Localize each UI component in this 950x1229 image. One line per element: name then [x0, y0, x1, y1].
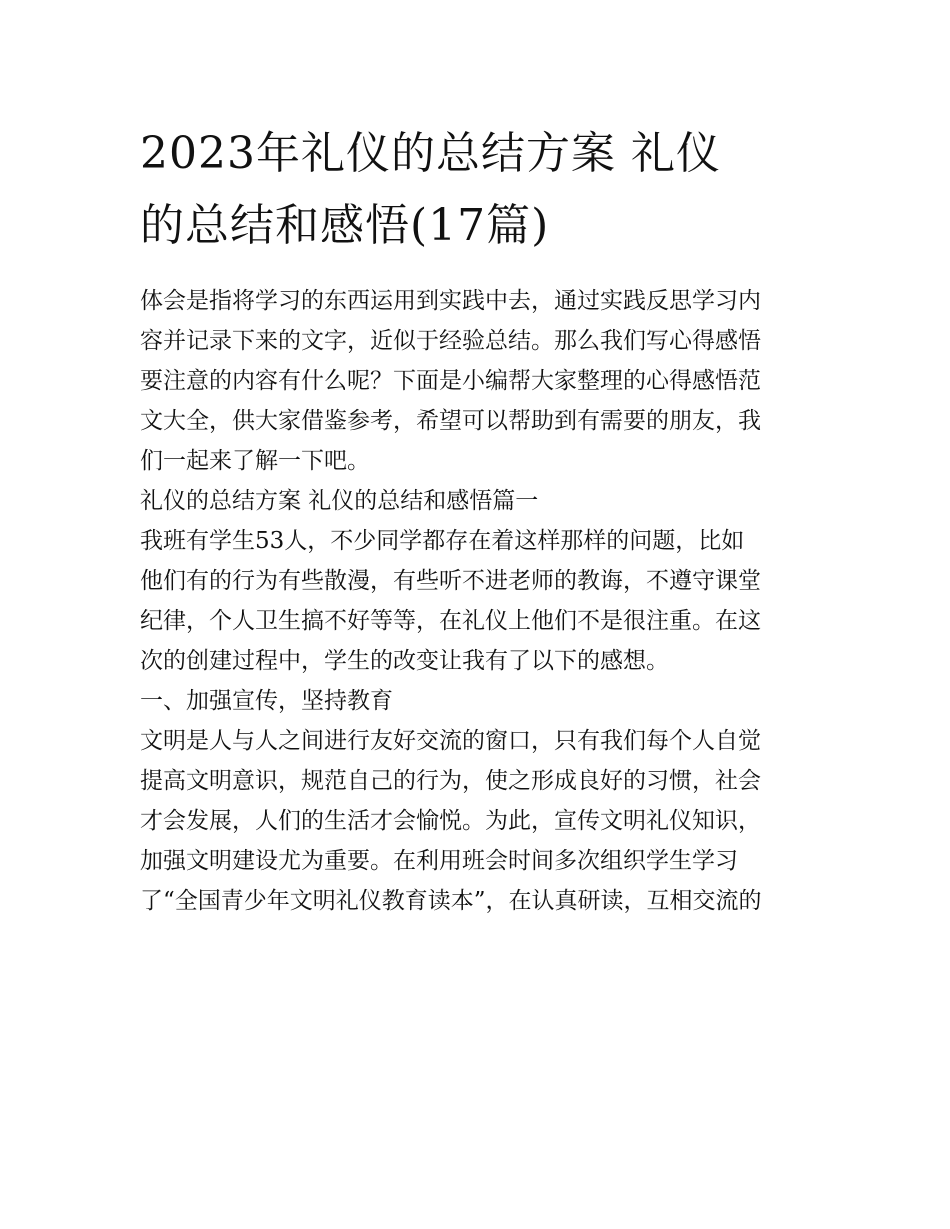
intro-line: 体会是指将学习的东西运用到实践中去，通过实践反思学习内	[140, 288, 761, 314]
paragraph-line: 了“全国青少年文明礼仪教育读本”，在认真研读，互相交流的	[140, 888, 762, 914]
intro-line: 要注意的内容有什么呢？下面是小编帮大家整理的心得感悟范	[140, 368, 761, 394]
paragraph-line: 他们有的行为有些散漫，有些听不进老师的教诲，不遵守课堂	[140, 568, 761, 594]
intro-line: 文大全，供大家借鉴参考，希望可以帮助到有需要的朋友，我	[140, 408, 761, 434]
paragraph-line: 文明是人与人之间进行友好交流的窗口，只有我们每个人自觉	[140, 728, 761, 754]
paragraph-line: 纪律，个人卫生搞不好等等，在礼仪上他们不是很注重。在这	[140, 608, 761, 634]
paragraph-1	[140, 521, 820, 681]
title-line-2: 的总结和感悟(17篇)	[140, 200, 550, 251]
document-body	[140, 281, 820, 921]
paragraph-line: 提高文明意识，规范自己的行为，使之形成良好的习惯，社会	[140, 768, 761, 794]
section-heading: 礼仪的总结方案 礼仪的总结和感悟篇一	[140, 488, 539, 514]
paragraph-line: 加强文明建设尤为重要。在利用班会时间多次组织学生学习	[140, 848, 738, 874]
intro-paragraph	[140, 281, 820, 481]
intro-line: 容并记录下来的文字，近似于经验总结。那么我们写心得感悟	[140, 328, 761, 354]
paragraph-line: 我班有学生53人，不少同学都存在着这样那样的问题，比如	[140, 528, 745, 554]
title-line-1: 2023年礼仪的总结方案 礼仪	[140, 128, 721, 179]
intro-line: 们一起来了解一下吧。	[140, 448, 370, 474]
subheading: 一、加强宣传，坚持教育	[140, 688, 393, 714]
document-title	[140, 118, 820, 262]
paragraph-line: 次的创建过程中，学生的改变让我有了以下的感想。	[140, 648, 669, 674]
paragraph-line: 才会发展，人们的生活才会愉悦。为此，宣传文明礼仪知识，	[140, 808, 761, 834]
paragraph-2	[140, 721, 820, 921]
